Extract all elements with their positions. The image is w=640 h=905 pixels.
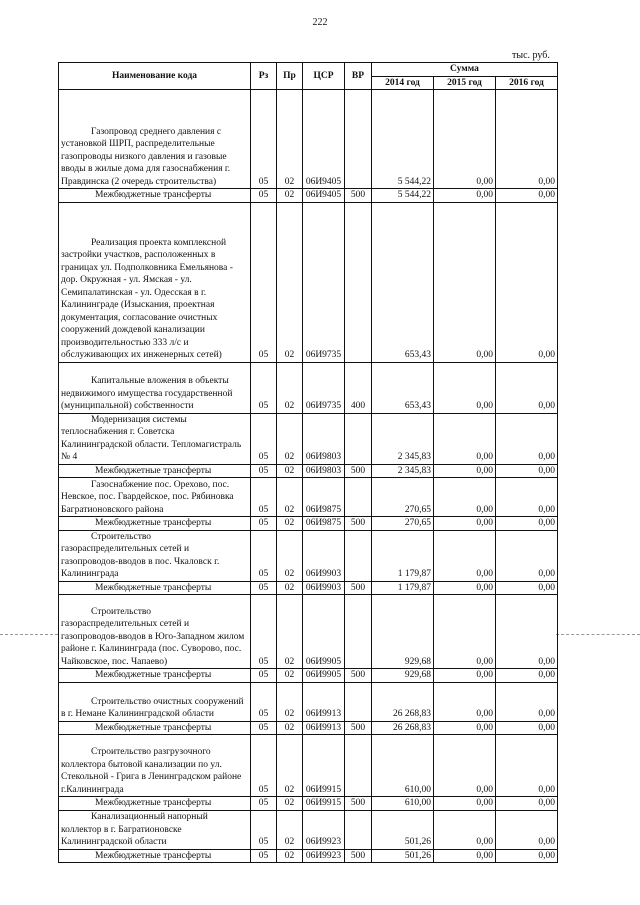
row-2015: 0,00	[434, 849, 496, 863]
row-pr: 02	[277, 362, 303, 413]
row-csr: 06И9735	[303, 362, 345, 413]
row-vr	[345, 735, 372, 797]
row-2015: 0,00	[434, 595, 496, 669]
row-csr: 06И9913	[303, 682, 345, 721]
row-2014: 610,00	[372, 735, 434, 797]
row-2014: 501,26	[372, 810, 434, 849]
row-2014: 270,65	[372, 517, 434, 531]
row-name: Межбюджетные трансферты	[59, 849, 251, 863]
col-header-pr: Пр	[277, 63, 303, 90]
row-2014: 1 179,87	[372, 530, 434, 581]
row-csr: 06И9803	[303, 413, 345, 464]
table-row	[59, 735, 558, 797]
row-name: Модернизация системы теплоснабжения г. Советска Калининградской области. Тепломагистраль № 4	[59, 413, 251, 464]
row-rz: 05	[251, 517, 277, 531]
col-header-2014: 2014 год	[372, 76, 434, 90]
row-2016: 0,00	[496, 362, 558, 413]
row-2014: 610,00	[372, 797, 434, 811]
table-row	[59, 682, 558, 721]
row-2014: 2 345,83	[372, 413, 434, 464]
row-csr: 06И9923	[303, 849, 345, 863]
row-name: Канализационный напорный коллектор в г. Багратионовске Калининградской области	[59, 810, 251, 849]
row-pr: 02	[277, 669, 303, 683]
row-name: Строительство очистных сооружений в г. Немане Калининградской области	[59, 682, 251, 721]
col-header-2016: 2016 год	[496, 76, 558, 90]
row-2016: 0,00	[496, 669, 558, 683]
table-row	[59, 413, 558, 464]
row-2014: 929,68	[372, 669, 434, 683]
row-pr: 02	[277, 464, 303, 478]
budget-table	[58, 62, 558, 863]
row-2014: 270,65	[372, 478, 434, 517]
col-header-csr: ЦСР	[303, 63, 345, 90]
row-pr: 02	[277, 735, 303, 797]
row-rz: 05	[251, 362, 277, 413]
row-pr: 02	[277, 202, 303, 362]
row-2015: 0,00	[434, 530, 496, 581]
row-2014: 929,68	[372, 595, 434, 669]
row-2014: 653,43	[372, 362, 434, 413]
row-csr: 06И9923	[303, 810, 345, 849]
row-2016: 0,00	[496, 735, 558, 797]
row-2014: 5 544,22	[372, 189, 434, 203]
row-pr: 02	[277, 810, 303, 849]
row-2015: 0,00	[434, 797, 496, 811]
row-csr: 06И9803	[303, 464, 345, 478]
row-rz: 05	[251, 189, 277, 203]
row-2015: 0,00	[434, 90, 496, 189]
table-row	[59, 362, 558, 413]
col-header-sum: Сумма	[372, 63, 558, 77]
table-row	[59, 810, 558, 849]
row-2015: 0,00	[434, 189, 496, 203]
row-rz: 05	[251, 797, 277, 811]
scan-artifact-line	[556, 634, 640, 635]
row-2016: 0,00	[496, 413, 558, 464]
row-rz: 05	[251, 849, 277, 863]
row-name: Межбюджетные трансферты	[59, 517, 251, 531]
table-row	[59, 849, 558, 863]
row-rz: 05	[251, 202, 277, 362]
row-rz: 05	[251, 810, 277, 849]
units-label: тыс. руб.	[512, 50, 550, 61]
row-2014: 2 345,83	[372, 464, 434, 478]
row-2016: 0,00	[496, 202, 558, 362]
page-number: 222	[312, 17, 328, 28]
col-header-2015: 2015 год	[434, 76, 496, 90]
row-csr: 06И9913	[303, 721, 345, 735]
row-2015: 0,00	[434, 810, 496, 849]
row-name: Реализация проекта комплексной застройки участков, расположенных в границах ул. Подполковника Емельянова - дор. Окружная - ул. Ямская - ул. Семипалатинская - ул. Одесская в г. Калининграде (Изыскания, проектная документация, согласование очистных сооружений дождевой канализации производительностью 333 л/с и обслуживающих их инженерных сетей)	[59, 202, 251, 362]
row-2015: 0,00	[434, 413, 496, 464]
row-csr: 06И9735	[303, 202, 345, 362]
row-pr: 02	[277, 797, 303, 811]
row-csr: 06И9875	[303, 517, 345, 531]
row-pr: 02	[277, 849, 303, 863]
row-name: Межбюджетные трансферты	[59, 721, 251, 735]
table-row	[59, 530, 558, 581]
row-2015: 0,00	[434, 464, 496, 478]
row-vr	[345, 478, 372, 517]
row-pr: 02	[277, 682, 303, 721]
row-name: Межбюджетные трансферты	[59, 189, 251, 203]
row-vr: 500	[345, 581, 372, 595]
row-csr: 06И9915	[303, 797, 345, 811]
row-2016: 0,00	[496, 517, 558, 531]
row-pr: 02	[277, 90, 303, 189]
row-rz: 05	[251, 530, 277, 581]
row-csr: 06И9903	[303, 581, 345, 595]
row-pr: 02	[277, 530, 303, 581]
row-2014: 1 179,87	[372, 581, 434, 595]
row-vr	[345, 90, 372, 189]
row-2016: 0,00	[496, 797, 558, 811]
row-vr: 500	[345, 797, 372, 811]
row-2016: 0,00	[496, 721, 558, 735]
row-2016: 0,00	[496, 189, 558, 203]
row-2016: 0,00	[496, 530, 558, 581]
row-csr: 06И9905	[303, 669, 345, 683]
row-2016: 0,00	[496, 90, 558, 189]
row-vr: 500	[345, 189, 372, 203]
row-2014: 5 544,22	[372, 90, 434, 189]
row-vr	[345, 682, 372, 721]
row-2014: 26 268,83	[372, 682, 434, 721]
row-2016: 0,00	[496, 464, 558, 478]
row-2014: 501,26	[372, 849, 434, 863]
row-pr: 02	[277, 189, 303, 203]
row-rz: 05	[251, 669, 277, 683]
row-vr: 500	[345, 721, 372, 735]
row-name: Межбюджетные трансферты	[59, 797, 251, 811]
row-2015: 0,00	[434, 682, 496, 721]
row-rz: 05	[251, 735, 277, 797]
row-vr: 400	[345, 362, 372, 413]
row-2015: 0,00	[434, 517, 496, 531]
row-name: Межбюджетные трансферты	[59, 464, 251, 478]
row-vr: 500	[345, 849, 372, 863]
row-2015: 0,00	[434, 202, 496, 362]
row-vr	[345, 202, 372, 362]
row-pr: 02	[277, 478, 303, 517]
table-row	[59, 202, 558, 362]
row-2016: 0,00	[496, 682, 558, 721]
row-2016: 0,00	[496, 595, 558, 669]
row-2014: 653,43	[372, 202, 434, 362]
table-row	[59, 581, 558, 595]
row-pr: 02	[277, 413, 303, 464]
row-rz: 05	[251, 721, 277, 735]
row-rz: 05	[251, 478, 277, 517]
row-rz: 05	[251, 464, 277, 478]
row-rz: 05	[251, 581, 277, 595]
scan-artifact-line	[0, 634, 58, 635]
col-header-vr: ВР	[345, 63, 372, 90]
row-2016: 0,00	[496, 581, 558, 595]
table-row	[59, 478, 558, 517]
row-name: Капитальные вложения в объекты недвижимого имущества государственной (муниципальной) собственности	[59, 362, 251, 413]
table-row	[59, 797, 558, 811]
row-2016: 0,00	[496, 849, 558, 863]
row-2015: 0,00	[434, 362, 496, 413]
row-2015: 0,00	[434, 735, 496, 797]
row-2015: 0,00	[434, 581, 496, 595]
row-csr: 06И9405	[303, 90, 345, 189]
table-row	[59, 90, 558, 189]
table-row	[59, 595, 558, 669]
row-pr: 02	[277, 517, 303, 531]
row-pr: 02	[277, 581, 303, 595]
table-row	[59, 517, 558, 531]
row-vr	[345, 530, 372, 581]
row-vr	[345, 810, 372, 849]
row-csr: 06И9875	[303, 478, 345, 517]
row-vr	[345, 413, 372, 464]
table-row	[59, 721, 558, 735]
row-2015: 0,00	[434, 478, 496, 517]
row-vr: 500	[345, 669, 372, 683]
table-row	[59, 669, 558, 683]
table-row	[59, 464, 558, 478]
row-csr: 06И9915	[303, 735, 345, 797]
row-2016: 0,00	[496, 478, 558, 517]
row-rz: 05	[251, 595, 277, 669]
row-2015: 0,00	[434, 669, 496, 683]
row-name: Газоснабжение пос. Орехово, пос. Невское, пос. Гвардейское, пос. Рябиновка Багратионовского района	[59, 478, 251, 517]
row-csr: 06И9405	[303, 189, 345, 203]
row-2016: 0,00	[496, 810, 558, 849]
row-csr: 06И9903	[303, 530, 345, 581]
row-name: Строительство разгрузочного коллектора бытовой канализации по ул. Стекольной - Грига в Ленинградском районе г.Калининграда	[59, 735, 251, 797]
row-2014: 26 268,83	[372, 721, 434, 735]
row-name: Строительство газораспределительных сетей и газопроводов-вводов в Юго-Западном жилом районе г. Калининграда (пос. Суворово, пос. Чайковское, пос. Чапаево)	[59, 595, 251, 669]
row-pr: 02	[277, 595, 303, 669]
row-name: Межбюджетные трансферты	[59, 669, 251, 683]
table-body	[59, 90, 558, 863]
col-header-rz: Рз	[251, 63, 277, 90]
row-csr: 06И9905	[303, 595, 345, 669]
row-rz: 05	[251, 90, 277, 189]
row-2015: 0,00	[434, 721, 496, 735]
row-rz: 05	[251, 682, 277, 721]
row-vr: 500	[345, 517, 372, 531]
row-name: Газопровод среднего давления с установкой ШРП, распределительные газопроводы низкого давления и газовые вводы в жилые дома для газоснабжения г. Правдинска (2 очередь строительства)	[59, 90, 251, 189]
row-name: Межбюджетные трансферты	[59, 581, 251, 595]
row-vr: 500	[345, 464, 372, 478]
row-name: Строительство газораспределительных сетей и газопроводов-вводов в пос. Чкаловск г. Калининграда	[59, 530, 251, 581]
table-row	[59, 189, 558, 203]
col-header-name: Наименование кода	[59, 63, 251, 90]
row-rz: 05	[251, 413, 277, 464]
row-vr	[345, 595, 372, 669]
row-pr: 02	[277, 721, 303, 735]
